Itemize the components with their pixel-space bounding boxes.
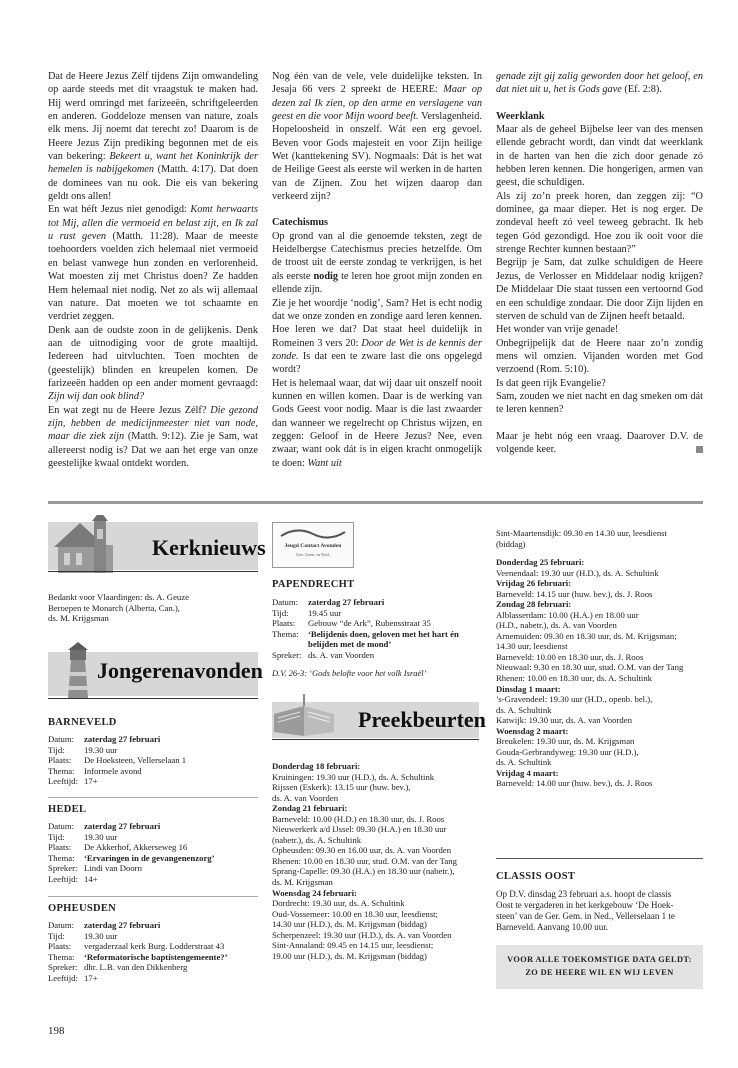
info-row [272,608,477,619]
section-title-opheusden: OPHEUSDEN [48,903,117,914]
church-icon [50,515,120,575]
service-line: (nabetr.), ds. A. Schultink [272,834,362,845]
preekbeurten-right-top [496,528,706,549]
kerknieuws-rule [48,571,258,572]
info-value: ‘Reformatorische baptistengemeente?’ [84,951,228,962]
info-label: Plaats: [48,842,72,853]
info-label: Datum: [272,597,299,607]
info-label: Spreker: [48,863,78,874]
service-line: ds. A. van Voorden [272,792,339,803]
info-label: Thema: [48,852,75,863]
info-label: Leeftijd: [48,972,78,983]
service-line: Katwijk: 19.30 uur, ds. A. van Voorden [496,715,632,726]
kerknieuws-line: Beroepen te Monarch (Alberta, Can.), [48,602,180,613]
service-line: Nieuwaal: 9.30 en 18.30 uur, stud. O.M. van der Tang [496,662,684,673]
info-value: 19.30 uur [84,831,118,842]
info-value: De Hoeksteen, Vellerselaan 1 [84,755,187,766]
info-row [48,931,228,942]
info-row [48,853,215,864]
info-label: Plaats: [48,755,72,766]
info-row [48,766,186,777]
divider [48,797,258,798]
papendrecht-note: D.V. 26-3: ‘Gods belofte voor het volk Israël’ [272,668,427,679]
service-line: ’s-Gravendeel: 19.30 uur (H.D., openb. bel.), [496,694,653,705]
kerknieuws-body [48,592,258,624]
article-paragraph: Maar als de geheel Bijbelse leer van des mensen ellende gebracht wordt, dan vindt dat weerklank in de harten van hen die zich door genade zó hebben leren kennen. Die hongerigen, armen van geest, die schuldigen. Als zij zo’n preek horen, dan zeggen zij: “O dominee, ga maar dieper. Het is nog erger. De zondeval heeft zó veel teweeg gebracht. Ik heb tegen Gód gezondigd. Hoe zou ik ooit voor die strenge Rechter kunnen bestaan?” Begrijp je Sam, dat zulke schuldigen de Heere Jezus, de Verlosser en Middelaar nodig krijgen? De Middelaar Die staat tussen een vertoornd God en een schuldige zondaar. Die door Zijn lijden en sterven de schuld van de Zijnen heeft betaald. Het wonder van vrije genade! Onbegrijpelijk dat de Heere naar zo’n zondig mens wil omzien. Vijanden worden met God verzoend (Rom. 5:10). Is dat geen rijk Evangelie? Sam, zouden we niet nacht en dag smeken om dát te leren kennen? [496,124,703,416]
jca-logo [272,522,354,568]
article-paragraph: genade zijt gij zalig geworden door het geloof, en dat niet uit u, het is Gods gave (Ef. 2:8). [496,71,703,96]
article-paragraph: Op grond van al die genoemde teksten, zegt de Heidelbergse Catechismus precies hetzelfde. Om de troost uit de eerste zondag te verkrijgen, is het als eerste nodig te leren hoe groot mijn zonden en ellende zijn. Zie je het woordje ‘nodig’, Sam? Het is echt nodig dat we onze zonden en zondige aard leren kennen. Hoe leren we dat? Dat staat heel duidelijk in Romeinen 3 vers 20: Door de Wet is de kennis der zonde. Is dat een te zware last die ons opgelegd wordt? Het is helemaal waar, dat wij daar uit onszelf nooit kunnen en willen komen. Daar is de werking van Gods Geest voor nodig. Maar is die last zwaarder dan wanneer we regelrecht op Christus wijzen, en zeggen: Geloof in de Heere Jezus? Nee, even zwaar, want ook dát is in eigen kracht onmogelijk te doen: Want uit [272,230,482,469]
service-line: Rhenen: 10.00 en 18.30 uur, stud. O.M. van der Tang [272,855,457,866]
service-line: Scherpenzeel: 19.30 uur (H.D.), ds. A. van Voorden [272,929,452,940]
barneveld-info [48,734,186,787]
info-label: Datum: [48,920,75,930]
info-row [48,745,186,756]
service-line: ds. A. Schultink [496,757,552,768]
service-line: Arnemuiden: 09.30 en 18.30 uur, ds. M. Krijgsman; [496,630,677,641]
service-day: Donderdag 18 februari: [272,761,361,771]
classis-rule [496,858,703,859]
info-value: 19.30 uur [84,744,118,755]
end-mark-icon [696,446,703,453]
classis-line: Op D.V. dinsdag 23 februari a.s. hoopt de classis [496,889,672,899]
notice-line-2: ZO DE HEERE WIL EN WIJ LEVEN [525,968,674,977]
info-value: zaterdag 27 februari [84,734,161,744]
service-day: Vrijdag 4 maart: [496,767,559,778]
info-label: Thema: [48,951,75,962]
info-row [48,952,228,963]
service-line: 14.30 uur (H.D.), ds. M. Krijgsman (biddag) [272,919,427,930]
service-day: Woensdag 24 februari: [272,887,357,898]
info-label: Tijd: [272,607,289,618]
info-row [48,842,215,853]
service-line: 14.30 uur, leesdienst [496,641,568,652]
classis-line: Barneveld. Aanvang 10.00 uur. [496,922,608,932]
service-line: Oud-Vossemeer: 10.00 en 18.30 uur, leesdienst; [272,908,438,919]
info-row [48,973,228,984]
kerknieuws-line: ds. M. Krijgsman [48,613,109,624]
article-column-2 [272,70,482,470]
service-line: Barneveld: 14.00 uur (huw. bev.), ds. J. Roos [496,778,653,789]
papendrecht-info [272,597,477,678]
service-day: Woensdag 2 maart: [496,725,569,736]
info-row [48,941,228,952]
info-value: 14+ [84,873,98,884]
info-value: ds. A. van Voorden [308,649,375,660]
article-column-3 [496,70,703,456]
service-line: 19.00 uur (H.D.), ds. M. Krijgsman (biddag) [272,950,427,961]
info-row [48,863,215,874]
info-row [48,962,228,973]
service-day: Dinsdag 1 maart: [496,683,561,694]
info-row [48,755,186,766]
info-label: Spreker: [272,649,302,660]
info-value: vergaderzaal kerk Burg. Lodderstraat 43 [84,941,225,952]
service-line: Nieuwerkerk a/d IJssel: 09.30 (H.A.) en 18.30 uur [272,824,447,835]
notice-box [496,945,703,989]
classis-line: steen’ van de Ger. Gem. in Ned., Vellerselaan 1 te [496,911,675,921]
info-label: Datum: [48,734,75,744]
article-paragraph: Dat de Heere Jezus Zélf tijdens Zijn omwandeling op aarde steeds met dit vraagstuk te maken had. Hij werd omringd met farizeeën, schriftgeleerden en anderen. Goddeloze mensen van nature, zoals elk mens. Jij noemt dat terecht zo! Daarom is de Heere Jezus Zijn prediking begonnen met de eis van bekering: Bekeert u, want het Koninkrijk der hemelen is nabijgekomen (Matth. 4:17). Dat doen de dominees van nu ook. Die eis van bekering geldt ons allen! En wat héft Jezus niet genodigd: Komt herwaarts tot Mij, allen die vermoeid en belast zijt, en Ik zal u rust geven (Matth. 11:28). Maar de meeste toehoorders voelden zich helemaal niet vermoeid en belast vanwege hun zonden en verlorenheid. Wat moesten zij met Christus doen? Ze hadden Hem helemaal niet nodig. Net zo als wij allemaal van nature. Dat moeten we tot schaamte en verdriet zeggen. Denk aan de oudste zoon in de gelijkenis. Denk aan de uitnodiging voor de grote maaltijd. Iedereen had uitvluchten. Toen mochten de (geestelijk) blinden en kreupelen komen. De farizeeën hadden op een ander moment gevraagd: Zijn wij dan ook blind? En wat zegt nu de Heere Jezus Zélf? Die gezond zijn, hebben de medicijnmeester niet van node, maar die ziek zijn (Matth. 9:12). Zie je Sam, wat allereerst nodig is? Dat we aan het erge van onze geestelijke kwaal ontdekt worden. [48,71,259,469]
info-row [272,597,477,608]
info-label: Plaats: [272,618,296,629]
service-line: Barneveld: 10.00 en 18.30 uur, ds. J. Roos [496,651,644,662]
service-line: Sint-Annaland: 09.45 en 14.15 uur, leesdienst; [272,940,434,951]
info-row [48,821,215,832]
info-label: Tijd: [48,831,65,842]
info-value: Lindi van Doorn [84,863,142,874]
section-divider [48,501,703,504]
service-line: Sint-Maartensdijk: 09.30 en 14.30 uur, leesdienst [496,528,667,538]
preekbeurten-rule [272,739,479,740]
info-row [272,629,477,650]
service-line: (biddag) [496,538,526,549]
service-line: Barneveld: 10.00 (H.D.) en 18.30 uur, ds. J. Roos [272,813,445,824]
section-title-papendrecht: PAPENDRECHT [272,579,355,590]
service-day: Donderdag 25 februari: [496,557,585,567]
service-day: Zondag 28 februari: [496,599,572,610]
preekbeurten-title: Preekbeurten [358,707,486,732]
info-value: Gebouw “de Ark”, Rubensstraat 35 [308,618,431,629]
info-label: Plaats: [48,941,72,952]
open-bible-icon [270,692,338,738]
service-line: Sprang-Capelle: 09.30 (H.A.) en 18.30 uur (nabetr.), [272,866,455,877]
divider [48,896,258,897]
section-title-hedel: HEDEL [48,804,87,815]
info-value: 17+ [84,776,98,787]
service-line: Rijssen (Eskerk): 13.15 uur (huw. bev.), [272,782,411,793]
info-value: 17+ [84,972,98,983]
info-row [48,776,186,787]
opheusden-info [48,920,228,983]
article-column-1 [48,70,258,470]
info-label: Tijd: [48,744,65,755]
preekbeurten-right [496,557,706,789]
service-line: Dordrecht: 19.30 uur, ds. A. Schultink [272,898,405,909]
article-paragraph: Nog één van de vele, vele duidelijke teksten. In Jesaja 66 vers 2 spreekt de HEERE: Maar op dezen zal Ik zien, op den arme en verslagene van geest en die voor Mijn woord beeft. Verslagenheid. Hopeloosheid in onszelf. Wát een erg gevoel. Beven voor Gods majesteit en voor Zijn heilige Wet (kanttekening SV). Nogmaals: Dát is het wat de Heilige Geest als eerste wil werken in de harten van de Zijnen. Zou het wijzen daarop dan verkeerd zijn? [272,71,482,203]
service-line: (H.D., nabetr.), ds. A. van Voorden [496,620,617,631]
jongerenavonden-rule [48,698,258,699]
subheading-weerklank: Weerklank [496,110,545,122]
kerknieuws-title: Kerknieuws [152,535,266,560]
info-label: Thema: [272,628,299,639]
service-day: Vrijdag 26 februari: [496,578,572,589]
service-line: ds. M. Krijgsman [272,877,333,888]
info-value: zaterdag 27 februari [308,597,385,607]
service-line: Breukelen: 19.30 uur, ds. M. Krijgsman [496,736,635,747]
kerknieuws-line: Bedankt voor Vlaardingen: ds. A. Geuze [48,592,189,602]
info-label: Leeftijd: [48,776,78,787]
info-row [48,874,215,885]
service-line: Alblasserdam: 10.00 (H.A.) en 18.00 uur [496,609,639,620]
info-value: zaterdag 27 februari [84,920,161,930]
info-value: 19.30 uur [84,930,118,941]
info-value: 19.45 uur [308,607,342,618]
service-line: Veenendaal: 19.30 uur (H.D.), ds. A. Schultink [496,567,659,578]
info-row [48,920,228,931]
info-value: ‘Belijdenis doen, geloven met het hart én belijden met de mond’ [308,628,459,650]
jongerenavonden-title: Jongerenavonden [97,658,263,683]
classis-title: CLASSIS OOST [496,871,576,882]
preekbeurten-left [272,761,482,961]
info-label: Datum: [48,821,75,831]
service-line: ds. A. Schultink [496,704,552,715]
info-value: ‘Ervaringen in de gevangenenzorg’ [84,852,215,863]
article-paragraph: Maar je hebt nóg een vraag. Daarover D.V. de volgende keer. [496,430,703,455]
section-title-barneveld: BARNEVELD [48,717,117,728]
lighthouse-icon [58,642,98,698]
logo-line-1: Jeugd Contact Avonden [284,543,342,549]
info-value: Informele avond [84,765,142,776]
logo-line-2: Ger. Gem. in Ned. [296,552,330,557]
info-value: De Akkerhof, Akkerseweg 16 [84,842,188,853]
logo-waves-icon [273,526,353,540]
info-label: Leeftijd: [48,873,78,884]
info-label: Spreker: [48,962,78,973]
service-line: Gouda-Gerbrandyweg: 19.30 uur (H.D.), [496,746,639,757]
subheading-catechismus: Catechismus [272,217,329,229]
service-day: Zondag 21 februari: [272,803,348,814]
info-value: zaterdag 27 februari [84,821,161,831]
info-row [48,734,186,745]
service-line: Barneveld: 14.15 uur (huw. bev.), ds. J. Roos [496,588,653,599]
page-number: 198 [48,1025,65,1037]
notice-line-1: VOOR ALLE TOEKOMSTIGE DATA GELDT: [507,955,692,964]
service-line: Opheusden: 09.30 en 16.00 uur, ds. A. van Voorden [272,845,452,856]
info-row [272,618,477,629]
service-line: Rhenen: 10.00 en 18.30 uur, ds. A. Schultink [496,673,653,684]
classis-body [496,889,706,933]
hedel-info [48,821,215,884]
info-row [272,650,477,661]
info-label: Tijd: [48,930,65,941]
info-label: Thema: [48,765,75,776]
classis-line: Oost te vergaderen in het kerkgebouw ‘De Hoek- [496,900,674,910]
info-value: dhr. L.B. van den Dikkenberg [84,962,188,973]
info-row [48,832,215,843]
service-line: Kruiningen: 19.30 uur (H.D.), ds. A. Schultink [272,771,435,782]
